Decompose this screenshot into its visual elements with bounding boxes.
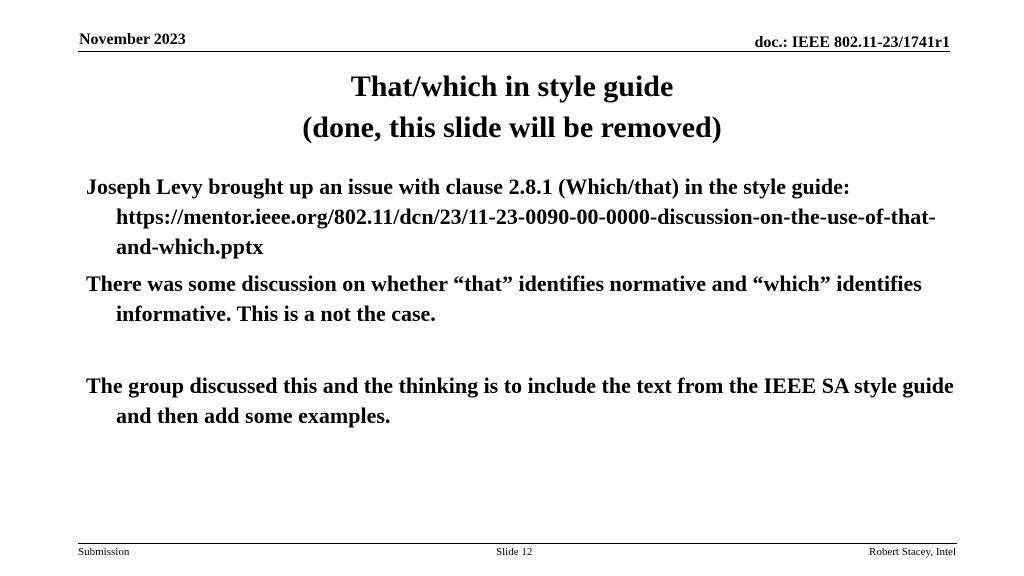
- body-paragraph-issue: Joseph Levy brought up an issue with clause 2.8.1 (Which/that) in the style guide: https://mentor.ieee.org/802.11/dcn/23/11-23-0090-00-0000-discussion-on-the-use-of-that-and-which.pptx: [86, 174, 936, 259]
- footer-author: Robert Stacey, Intel: [869, 546, 956, 558]
- body-paragraph-discussion: There was some discussion on whether “that” identifies normative and “which” identifies informative. This is a not the case.: [86, 271, 922, 326]
- slide-body: [86, 172, 956, 431]
- footer-slide-number: Slide 12: [496, 546, 533, 558]
- slide-title-line-1: That/which in style guide: [350, 70, 674, 103]
- header-date: November 2023: [79, 31, 186, 48]
- footer-divider: [78, 543, 957, 544]
- header-divider: [78, 51, 950, 52]
- slide-title-line-2: (done, this slide will be removed): [302, 111, 722, 144]
- slide-title: [0, 66, 1024, 148]
- footer-submission: Submission: [78, 546, 130, 558]
- body-paragraph-decision: The group discussed this and the thinking is to include the text from the IEEE SA style guide and then add some examples.: [86, 373, 954, 428]
- header-doc-id: doc.: IEEE 802.11-23/1741r1: [754, 34, 950, 51]
